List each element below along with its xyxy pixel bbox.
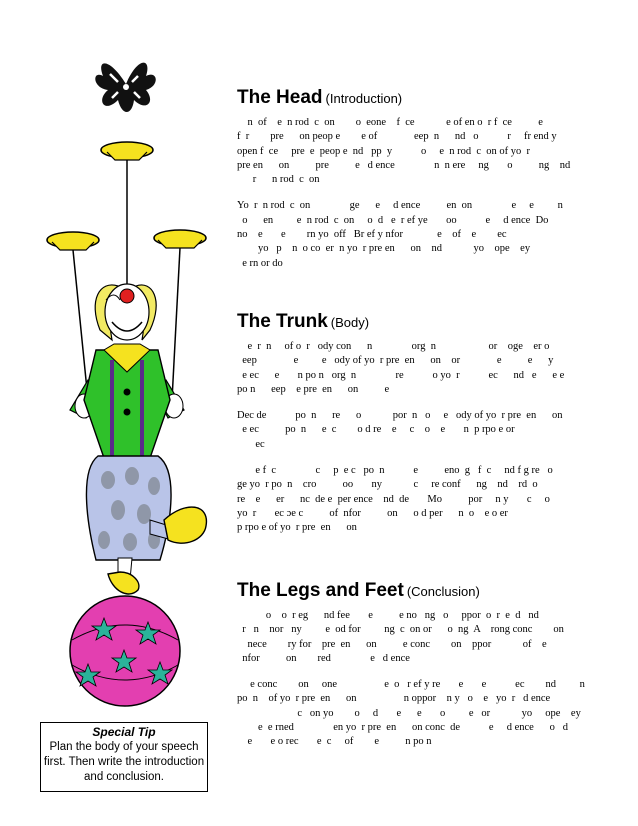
- section-trunk: [237, 306, 602, 536]
- special-tip-box: [40, 722, 208, 792]
- paragraph: e conc on one e o r ef y re e e ec nd n po n of yo r pre en on n oppor n y o e yo r d ence c on yo o d e e o e or yo ope ey e e rned en yo r pre en on conc de e d ence o d e e o rec e c of e n po n: [237, 679, 585, 748]
- section-title: The Legs and Feet: [237, 580, 404, 601]
- special-tip-body: Plan the body of your speech first. Then write the introduction and conclusion.: [43, 741, 205, 783]
- section-heading: [237, 575, 602, 603]
- circus-ball: [70, 596, 180, 706]
- clown-shoe-left: [108, 572, 139, 594]
- clown-illustration: [0, 0, 235, 720]
- clown-head: [95, 284, 156, 340]
- section-legs-and-feet: [237, 575, 602, 750]
- paragraph: Yo r n rod c on ge e d ence en on e e n o en e n rod c on o d e r ef ye oo e d ence Do no e e rn yo off Br ef y nfor e of e ec yo p n o co er n yo r pre en on nd yo ope ey e rn or do: [237, 200, 563, 269]
- section-title: The Trunk: [237, 311, 328, 332]
- section-subtitle: (Conclusion): [406, 584, 480, 599]
- section-subtitle: (Introduction): [325, 91, 403, 106]
- section-subtitle: (Body): [330, 315, 370, 330]
- paragraph: o o r eg nd fee e e no ng o ppor o r e d nd r n nor ny e od for ng c on or o ng A rong conc on nece ry for pre en on e conc on ppor of e nfor on red e d ence: [242, 610, 564, 664]
- section-heading: [237, 82, 602, 110]
- four-leaf-clover-emblem-icon: [95, 44, 155, 124]
- paragraph: n of e n rod c on o eone f ce e of en o r f ce e f r pre on peop e e of eep n nd o r fr end y open f ce pre e peop e nd pp y o e n rod c on of yo r pre en on pre e d ence n n ere ng o ng nd r n rod c on: [237, 117, 571, 186]
- special-tip-title: Special Tip: [92, 725, 156, 739]
- paragraph: e f c c p e c po n e eno g f c nd f g re o ge yo r po n cro oo ny c re conf ng nd rd o re e er nc de e per ence nd de Mo por n y c o yo r ec ɔe c of nfor on o d per n o e o er p rpo e of yo r pre en on: [237, 465, 553, 534]
- section-heading: [237, 306, 602, 334]
- section-head: [237, 82, 602, 271]
- paragraph: e r n of o r ody con n org n or oge er o eep e e ody of yo r pre en on or e e y e ec e n po n org n re o yo r ec nd e e e po n eep e pre en on e: [237, 341, 565, 395]
- section-title: The Head: [237, 87, 323, 108]
- paragraph: Dec de po n re o por n o e ody of yo r pre en on e ec po n e c o d re e c o e n p rpo e or ec: [237, 410, 563, 450]
